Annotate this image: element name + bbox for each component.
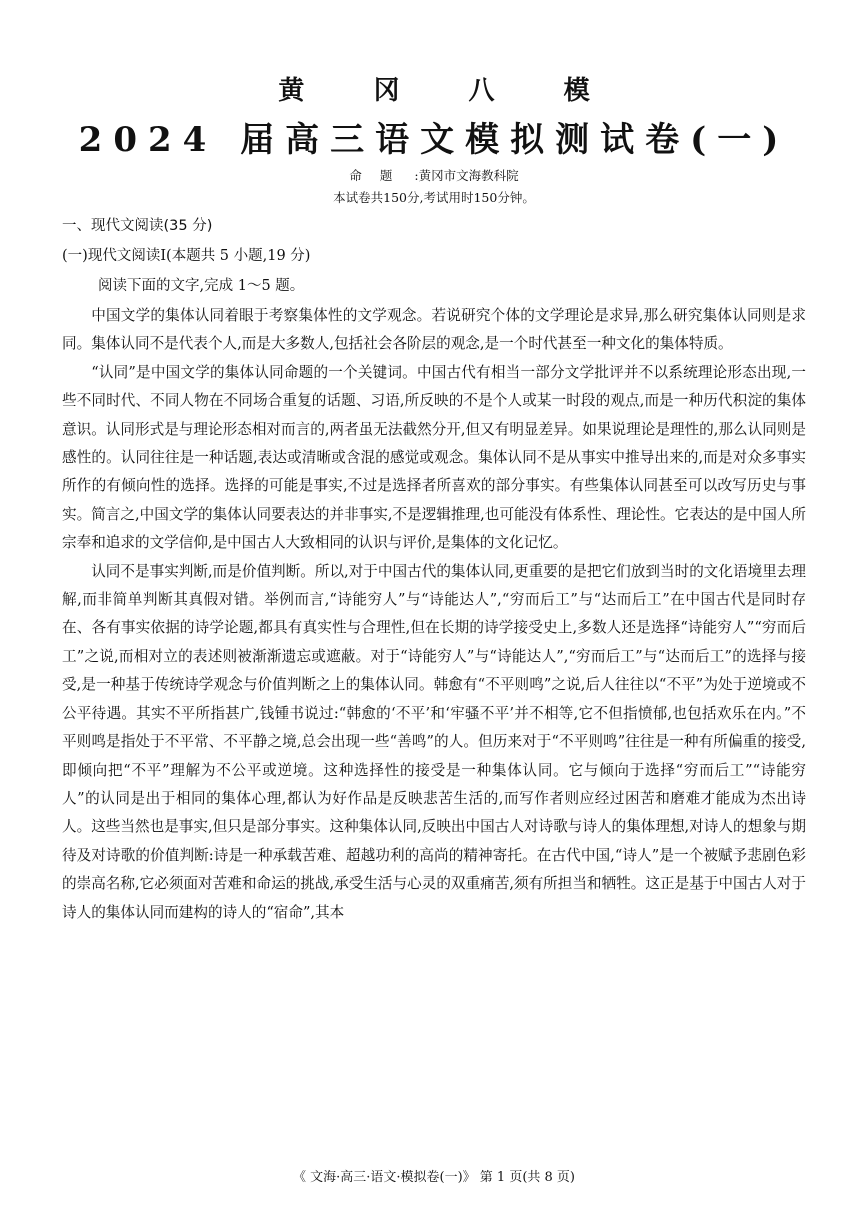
section-heading: 一、现代文阅读(35 分) bbox=[62, 218, 213, 234]
author-label: 命题 bbox=[349, 168, 411, 183]
subsection-heading: (一)现代文阅读Ⅰ(本题共 5 小题,19 分) bbox=[62, 248, 311, 264]
passage-paragraph: 认同不是事实判断,而是价值判断。所以,对于中国古代的集体认同,更重要的是把它们放到当时的文化语境里去理解,而非简单判断其真假对错。举例而言,“诗能穷人”与“诗能达人”,“穷而后工”与“达而后工”在中国古代是同时存在、各有事实依据的诗学论题,都具有真实性与合理性,但在长期的诗学接受史上,多数人还是选择“诗能穷人”“穷而后工”之说,而相对立的表述则被渐渐遗忘或遮蔽。对于“诗能穷人”与“诗能达人”,“穷而后工”与“达而后工”的选择与接受,是一种基于传统诗学观念与价值判断之上的集体认同。韩愈有“不平则鸣”之说,后人往往以“不平”为处于逆境或不公平待遇。其实不平所指甚广,钱锺书说过:“韩愈的‘不平’和‘牢骚不平’并不相等,它不但指愤郁,也包括欢乐在内。”不平则鸣是指处于不平常、不平静之境,总会出现一些“善鸣”的人。但历来对于“不平则鸣”往往是一种有所偏重的接受,即倾向把“不平”理解为不公平或逆境。这种选择性的接受是一种集体认同。它与倾向于选择“穷而后工”“诗能穷人”的认同是出于相同的集体心理,都认为好作品是反映悲苦生活的,而写作者则应经过困苦和磨难才能成为杰出诗人。这些当然也是事实,但只是部分事实。这种集体认同,反映出中国古人对诗歌与诗人的集体理想,对诗人的想象与期待及对诗歌的价值判断:诗是一种承载苦难、超越功利的高尚的精神寄托。在古代中国,“诗人”是一个被赋予悲剧色彩的崇高名称,它必须面对苦难和命运的挑战,承受生活与心灵的双重痛苦,须有所担当和牺牲。这正是基于中国古人对于诗人的集体认同而建构的诗人的“宿命”,其本 bbox=[62, 562, 806, 921]
exam-series-title: 黄 冈 八 模 bbox=[278, 76, 620, 106]
reading-instruction: 阅读下面的文字,完成 1～5 题。 bbox=[98, 278, 305, 294]
author-name: :黄冈市文海教科院 bbox=[414, 168, 519, 183]
exam-info: 本试卷共150分,考试用时150分钟。 bbox=[333, 190, 535, 205]
page-footer: 《 文海·高三·语文·模拟卷(一)》 第 1 页(共 8 页) bbox=[292, 1170, 576, 1185]
reading-passage bbox=[62, 302, 806, 927]
exam-title: 2024 届高三语文模拟测试卷(一) bbox=[78, 120, 790, 160]
passage-paragraph: “认同”是中国文学的集体认同命题的一个关键词。中国古代有相当一部分文学批评并不以系统理论形态出现,一些不同时代、不同人物在不同场合重复的话题、习语,所反映的不是个人或某一时段的观点,而是一种历代积淀的集体意识。认同形式是与理论形态相对而言的,两者虽无法截然分开,但又有明显差异。如果说理论是理性的,那么认同则是感性的。认同往往是一种话题,表达或清晰或含混的感觉或观念。集体认同不是从事实中推导出来的,而是对众多事实所作的有倾向性的选择。选择的可能是事实,不过是选择者所喜欢的部分事实。有些集体认同甚至可以改写历史与事实。简言之,中国文学的集体认同要表达的并非事实,不是逻辑推理,也可能没有体系性、理论性。它表达的是中国人所宗奉和追求的文学信仰,是中国古人大致相同的认识与评价,是集体的文化记忆。 bbox=[62, 363, 806, 552]
author-line bbox=[0, 166, 868, 184]
passage-paragraph: 中国文学的集体认同着眼于考察集体性的文学观念。若说研究个体的文学理论是求异,那么研究集体认同则是求同。集体认同不是代表个人,而是大多数人,包括社会各阶层的观念,是一个时代甚至一种文化的集体特质。 bbox=[62, 307, 806, 353]
